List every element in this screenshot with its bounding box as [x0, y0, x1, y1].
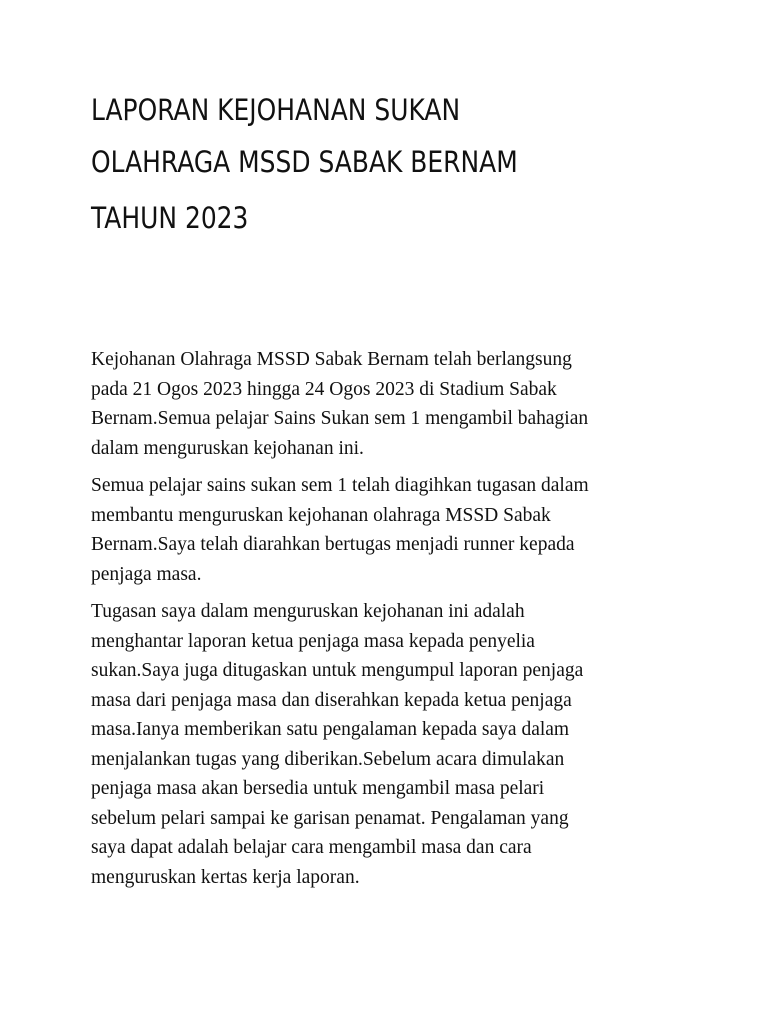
document-body [91, 345, 711, 900]
title-line: LAPORAN KEJOHANAN SUKAN [91, 93, 461, 127]
title-line: TAHUN 2023 [91, 201, 249, 235]
text-line: Kejohanan Olahraga MSSD Sabak Bernam telah berlangsung [91, 349, 572, 370]
text-line: masa.Ianya memberikan satu pengalaman kepada saya dalam [91, 719, 570, 740]
text-line: pada 21 Ogos 2023 hingga 24 Ogos 2023 di Stadium Sabak [91, 378, 557, 400]
text-line: menjalankan tugas yang diberikan.Sebelum acara dimulakan [91, 748, 565, 770]
text-line: menguruskan kertas kerja laporan. [91, 866, 360, 888]
text-line: penjaga masa akan bersedia untuk mengambil masa pelari [91, 778, 545, 799]
text-line: Tugasan saya dalam menguruskan kejohanan ini adalah [91, 601, 525, 622]
title-line: OLAHRAGA MSSD SABAK BERNAM [91, 145, 518, 179]
text-line: dalam menguruskan kejohanan ini. [91, 437, 364, 459]
text-line: Bernam.Saya telah diarahkan bertugas menjadi runner kepada [91, 534, 575, 555]
text-line: Bernam.Semua pelajar Sains Sukan sem 1 mengambil bahagian [91, 408, 589, 429]
text-line: masa dari penjaga masa dan diserahkan kepada ketua penjaga [91, 689, 572, 711]
text-line: sebelum pelari sampai ke garisan penamat. Pengalaman yang [91, 807, 569, 829]
text-line: sukan.Saya juga ditugaskan untuk mengumpul laporan penjaga [91, 660, 584, 681]
text-line: saya dapat adalah belajar cara mengambil masa dan cara [91, 837, 532, 858]
paragraph-3 [91, 597, 711, 892]
text-line: menghantar laporan ketua penjaga masa kepada penyelia [91, 630, 535, 652]
paragraph-2 [91, 471, 711, 589]
text-line: Semua pelajar sains sukan sem 1 telah diagihkan tugasan dalam [91, 475, 589, 496]
text-line: penjaga masa. [91, 563, 202, 585]
text-line: membantu menguruskan kejohanan olahraga MSSD Sabak [91, 504, 551, 526]
paragraph-1 [91, 345, 711, 463]
